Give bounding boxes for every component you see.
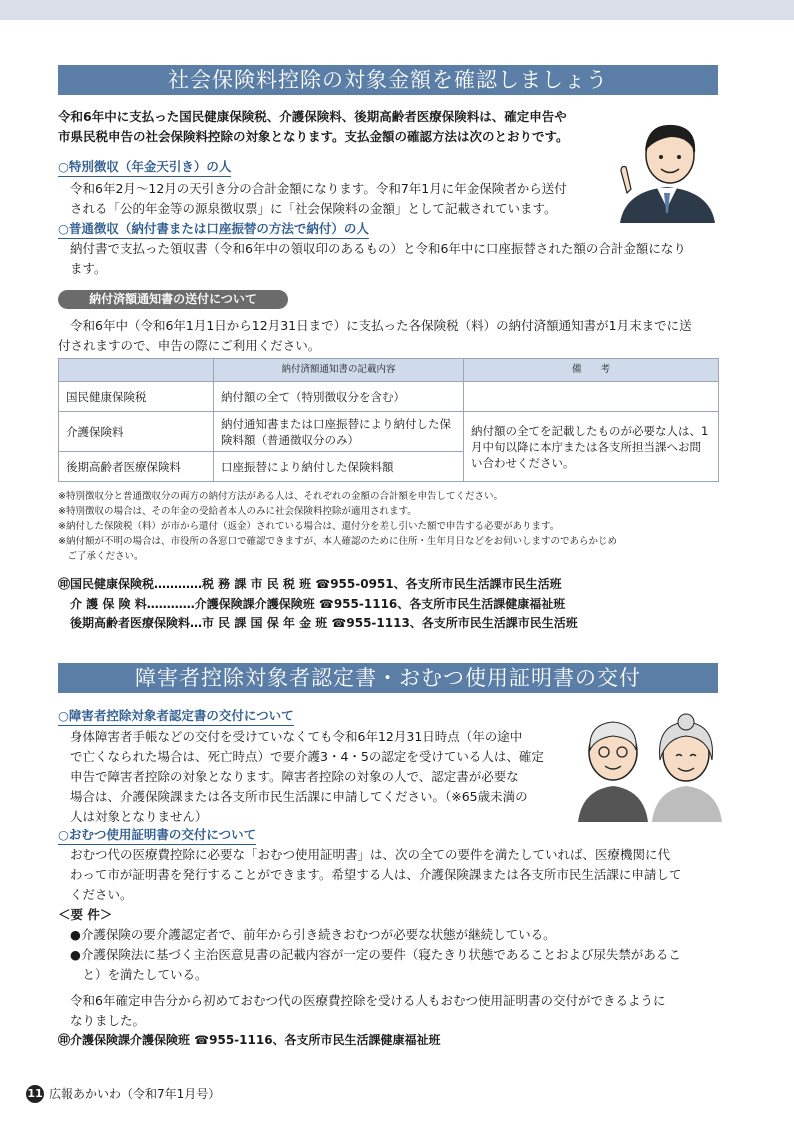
notice-text [58, 316, 728, 356]
table-row-content: 納付額の全て（特別徴収分を含む） [214, 382, 464, 412]
intro [58, 107, 638, 147]
table-remark-empty [464, 382, 719, 412]
cert-heading: ○障害者控除対象者認定書の交付について [58, 707, 294, 726]
note-1: ※特別徴収分と普通徴収分の両方の納付方法がある人は、それぞれの金額の合計額を申告してください。 [58, 491, 503, 502]
cert-line-2: で亡くなられた場合は、死亡時点）で要介護3・4・5の認定を受けている人は、確定 [70, 749, 544, 764]
top-band [0, 0, 794, 20]
intro-line-2: 市県民税申告の社会保険料控除の対象となります。支払金額の確認方法は次のとおりです。 [58, 129, 569, 144]
notice-line-2: 付されますので、申告の際にご利用ください。 [58, 338, 321, 353]
special-text [70, 179, 630, 219]
table-row-content: 納付通知書または口座振替により納付した保険料額（普通徴収分のみ） [214, 412, 464, 452]
requirements-heading: ＜要 件＞ [58, 907, 113, 922]
notice-pill: 納付済額通知書の送付について [58, 290, 288, 309]
special-heading: ○特別徴収（年金天引き）の人 [58, 158, 231, 177]
notes [58, 489, 728, 564]
intro-line-1: 令和6年中に支払った国民健康保険税、介護保険料、後期高齢者医療保険料は、確定申告や [58, 109, 567, 124]
cert-line-5: 人は対象となりません） [70, 809, 208, 824]
diaper-line-1: おむつ代の医療費控除に必要な「おむつ使用証明書」は、次の全ての要件を満たしていれば、医療機関に代 [70, 847, 671, 862]
diaper-contact: ㊞介護保険課介護保険班 ☎955-1116、各支所市民生活課健康福祉班 [58, 1033, 441, 1047]
cert-line-3: 申告で障害者控除の対象となります。障害者控除の対象の人で、認定書が必要な [70, 769, 519, 784]
table-header-content: 納付済額通知書の記載内容 [214, 359, 464, 382]
table-row-content: 口座振替により納付した保険料額 [214, 452, 464, 482]
elderly-couple-illustration [578, 710, 723, 822]
man-pointing-illustration [615, 113, 720, 223]
publication-name: 広報あかいわ（令和7年1月号） [49, 1087, 221, 1101]
diaper-heading: ○おむつ使用証明書の交付について [58, 826, 256, 845]
special-line-1: 令和6年2月～12月の天引き分の合計金額になります。令和7年1月に年金保険者から送付 [70, 181, 567, 196]
table-row [59, 412, 719, 452]
requirement-item-cont: と）を満たしている。 [70, 967, 208, 982]
closing-line-1: 令和6年確定申告分から初めておむつ代の医療費控除を受ける人もおむつ使用証明書の交付ができるように [70, 993, 666, 1008]
section2-title: 障害者控除対象者認定書・おむつ使用証明書の交付 [58, 663, 718, 693]
table-row [59, 382, 719, 412]
cert-text [70, 727, 570, 827]
closing-text [70, 991, 730, 1031]
notice-line-1: 令和6年中（令和6年1月1日から12月31日まで）に支払った各保険税（料）の納付済額通知書が1月末までに送 [70, 318, 692, 333]
contact-3: 後期高齢者医療保険料…市 民 課 国 保 年 金 班 ☎955-1113、各支所市民生活課市民生活班 [58, 616, 578, 630]
table-row-name: 後期高齢者医療保険料 [59, 452, 214, 482]
normal-heading: ○普通徴収（納付書または口座振替の方法で納付）の人 [58, 220, 369, 239]
note-4: ※納付額が不明の場合は、市役所の各窓口で確認できますが、本人確認のために住所・生年月日などをお伺いしますのであらかじめ [58, 536, 617, 547]
cert-line-1: 身体障害者手帳などの交付を受けていなくても令和6年12月31日時点（年の途中 [70, 729, 523, 744]
diaper-line-2: わって市が証明書を発行することができます。希望する人は、介護保険課または各支所市民生活課に申請して [70, 867, 682, 882]
note-5: ご了承ください。 [58, 551, 144, 562]
table-remark: 納付額の全てを記載したものが必要な人は、1月中旬以降に本庁または各支所担当課へお問い合わせください。 [464, 412, 719, 482]
normal-line-2: ます。 [70, 261, 107, 276]
table-header-row [59, 359, 719, 382]
page-number: 11 [26, 1085, 44, 1103]
note-3: ※納付した保険税（料）が市から還付（返金）されている場合は、還付分を差し引いた額で申告する必要があります。 [58, 521, 560, 532]
table-row-name: 国民健康保険税 [59, 382, 214, 412]
contact-2: 介 護 保 険 料…………介護保険課介護保険班 ☎955-1116、各支所市民生活課健康福祉班 [58, 597, 566, 611]
table-header-blank [59, 359, 214, 382]
normal-line-1: 納付書で支払った領収書（令和6年中の領収印のあるもの）と令和6年中に口座振替された額の合計金額になり [70, 241, 686, 256]
contact-1: ㊞国民健康保険税…………税 務 課 市 民 税 班 ☎955-0951、各支所市民生活課市民生活班 [58, 577, 562, 591]
special-line-2: される「公的年金等の源泉徴収票」に「社会保険料の金額」として記載されています。 [70, 201, 557, 216]
cert-line-4: 場合は、介護保険課または各支所市民生活課に申請してください。（※65歳未満の [70, 789, 528, 804]
note-2: ※特別徴収の場合は、その年金の受給者本人のみに社会保険料控除が適用されます。 [58, 506, 417, 517]
table-row-name: 介護保険料 [59, 412, 214, 452]
requirement-item: ●介護保険法に基づく主治医意見書の記載内容が一定の要件（寝たきり状態であることおよび尿失禁があるこ [70, 947, 681, 962]
footer [26, 1084, 220, 1104]
diaper-line-3: ください。 [70, 887, 133, 902]
requirement-item: ●介護保険の要介護認定者で、前年から引き続きおむつが必要な状態が継続している。 [70, 927, 556, 942]
requirements-list [70, 925, 730, 985]
table-header-remark: 備 考 [464, 359, 719, 382]
section1-title: 社会保険料控除の対象金額を確認しましょう [58, 65, 718, 95]
diaper-text [70, 845, 730, 905]
notice-table [58, 358, 719, 482]
normal-text [70, 239, 730, 279]
closing-line-2: なりました。 [70, 1013, 146, 1028]
